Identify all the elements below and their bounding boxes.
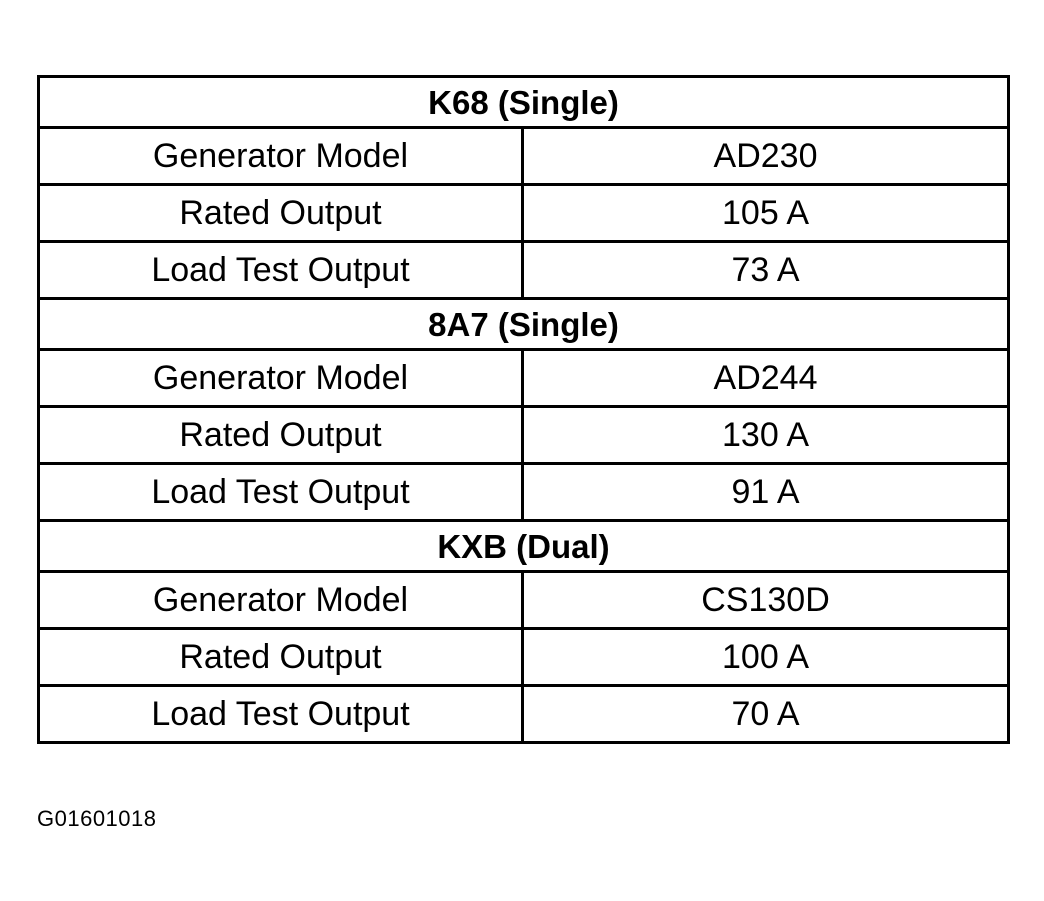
section-header-row (39, 299, 1009, 350)
row-value: 100 A (523, 629, 1009, 686)
table-row (39, 572, 1009, 629)
section-header-row (39, 521, 1009, 572)
row-value: AD244 (523, 350, 1009, 407)
table-row (39, 686, 1009, 743)
row-label: Load Test Output (39, 686, 523, 743)
table-row (39, 629, 1009, 686)
section-header-row (39, 77, 1009, 128)
table-row (39, 407, 1009, 464)
figure-id: G01601018 (37, 806, 157, 831)
table-row (39, 242, 1009, 299)
row-value: 130 A (523, 407, 1009, 464)
generator-spec-table (37, 75, 1010, 744)
row-label: Rated Output (39, 629, 523, 686)
section-header: K68 (Single) (39, 77, 1009, 128)
table-row (39, 464, 1009, 521)
section-header: 8A7 (Single) (39, 299, 1009, 350)
section-header: KXB (Dual) (39, 521, 1009, 572)
row-label: Rated Output (39, 407, 523, 464)
row-value: AD230 (523, 128, 1009, 185)
row-label: Rated Output (39, 185, 523, 242)
row-value: CS130D (523, 572, 1009, 629)
table-row (39, 185, 1009, 242)
table-row (39, 128, 1009, 185)
row-value: 73 A (523, 242, 1009, 299)
row-label: Load Test Output (39, 242, 523, 299)
row-value: 105 A (523, 185, 1009, 242)
row-value: 70 A (523, 686, 1009, 743)
row-label: Generator Model (39, 350, 523, 407)
row-label: Generator Model (39, 572, 523, 629)
row-label: Generator Model (39, 128, 523, 185)
table-row (39, 350, 1009, 407)
row-label: Load Test Output (39, 464, 523, 521)
row-value: 91 A (523, 464, 1009, 521)
